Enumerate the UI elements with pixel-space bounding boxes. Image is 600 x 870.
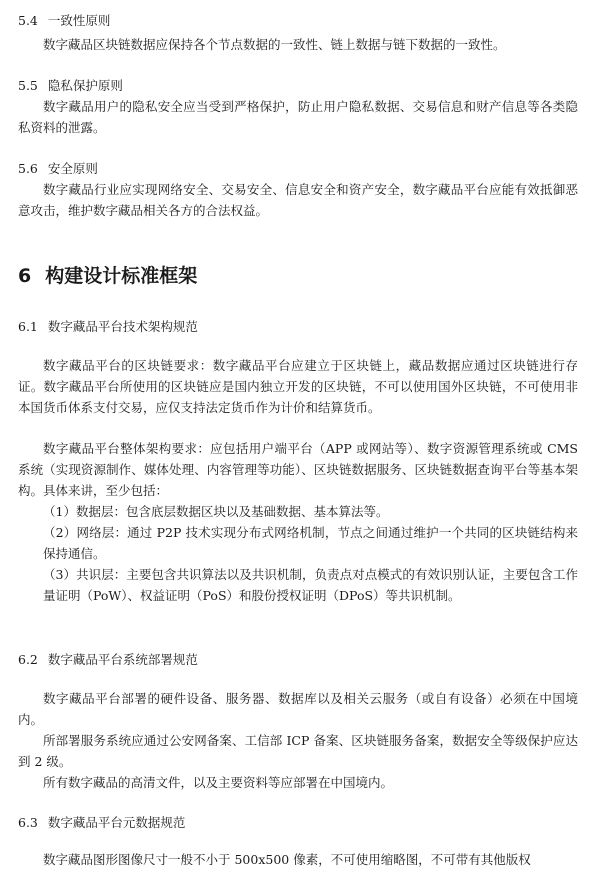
section-number: 5.6 <box>18 161 38 176</box>
section-5-5-body: 数字藏品用户的隐私安全应当受到严格保护，防止用户隐私数据、交易信息和财产信息等各类隐私资料的泄露。 <box>18 99 578 135</box>
section-title: 安全原则 <box>47 161 98 176</box>
section-5-4-body: 数字藏品区块链数据应保持各个节点数据的一致性、链上数据与链下数据的一致性。 <box>43 37 506 52</box>
section-6-3-para-1: 数字藏品图形图像尺寸一般不小于 500x500 像素，不可使用缩略图，不可带有其他版权 <box>43 852 531 867</box>
section-6-1-para-2: 数字藏品平台整体架构要求：应包括用户端平台（APP 或网站等）、数字资源管理系统或 CMS 系统（实现资源制作、媒体处理、内容管理等功能）、区块链数据服务、区块链数据查询平台等基本架构。具体来讲，至少包括： <box>18 441 578 498</box>
chapter-number: 6 <box>18 265 32 287</box>
section-6-2-para-3: 所有数字藏品的高清文件，以及主要资料等应部署在中国境内。 <box>43 775 394 790</box>
section-5-4-heading <box>18 12 110 30</box>
section-title: 数字藏品平台技术架构规范 <box>47 319 198 334</box>
section-6-1-heading <box>18 318 198 336</box>
section-number: 6.3 <box>18 815 38 830</box>
section-6-3-heading <box>18 814 185 832</box>
section-title: 数字藏品平台元数据规范 <box>47 815 186 830</box>
list-item: （3）共识层：主要包含共识算法以及共识机制，负责点对点模式的有效识别认证，主要包含工作量证明（PoW）、权益证明（PoS）和股份授权证明（DPoS）等共识机制。 <box>43 567 578 603</box>
chapter-6-heading <box>18 262 197 290</box>
section-number: 6.2 <box>18 652 38 667</box>
section-number: 6.1 <box>18 319 38 334</box>
section-6-1-list <box>18 501 578 606</box>
section-6-1-para-1: 数字藏品平台的区块链要求：数字藏品平台应建立于区块链上，藏品数据应通过区块链进行存证。数字藏品平台所使用的区块链应是国内独立开发的区块链，不可以使用国外区块链，不可使用非本国货币体系支付交易，应仅支持法定货币作为计价和结算货币。 <box>18 358 578 415</box>
section-number: 5.5 <box>18 78 38 93</box>
list-item: （2）网络层：通过 P2P 技术实现分布式网络机制，节点之间通过维护一个共同的区块链结构来保持通信。 <box>43 525 578 561</box>
section-title: 一致性原则 <box>47 13 111 28</box>
section-title: 隐私保护原则 <box>47 78 123 93</box>
section-6-2-para-1: 数字藏品平台部署的硬件设备、服务器、数据库以及相关云服务（或自有设备）必须在中国境内。 <box>18 691 578 727</box>
chapter-title: 构建设计标准框架 <box>45 265 198 287</box>
list-item: （1）数据层：包含底层数据区块以及基础数据、基本算法等。 <box>43 504 389 519</box>
section-5-6-body: 数字藏品行业应实现网络安全、交易安全、信息安全和资产安全，数字藏品平台应能有效抵御恶意攻击，维护数字藏品相关各方的合法权益。 <box>18 182 578 218</box>
section-6-2-para-2: 所部署服务系统应通过公安网备案、工信部 ICP 备案、区块链服务备案，数据安全等级保护应达到 2 级。 <box>18 733 578 769</box>
section-title: 数字藏品平台系统部署规范 <box>47 652 198 667</box>
section-5-6-heading <box>18 160 98 178</box>
section-5-5-heading <box>18 77 123 95</box>
section-6-2-heading <box>18 651 198 669</box>
section-number: 5.4 <box>18 13 38 28</box>
